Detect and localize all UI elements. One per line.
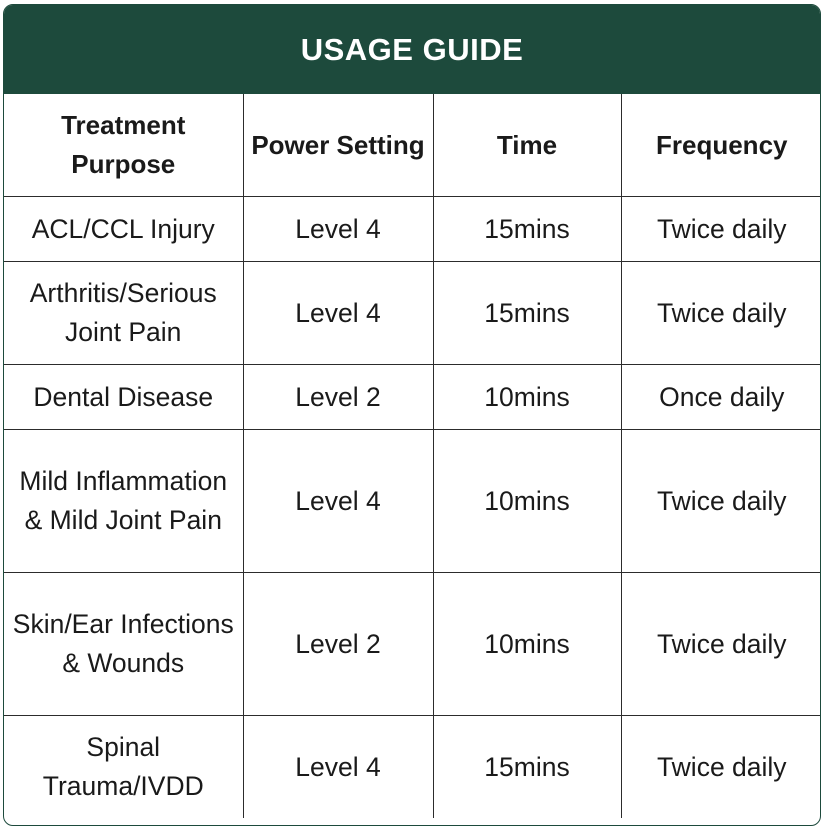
cell-power-setting: Level 2: [243, 573, 433, 716]
table-row: [4, 430, 821, 573]
cell-time: 15mins: [433, 716, 621, 819]
cell-treatment-purpose: Mild Inflammation & Mild Joint Pain: [4, 430, 243, 573]
cell-power-setting: Level 4: [243, 716, 433, 819]
cell-treatment-purpose: Skin/Ear Infections & Wounds: [4, 573, 243, 716]
cell-frequency: Twice daily: [621, 262, 821, 365]
table-row: [4, 197, 821, 262]
cell-frequency: Twice daily: [621, 716, 821, 819]
table-row: [4, 716, 821, 819]
table-row: [4, 262, 821, 365]
cell-time: 10mins: [433, 573, 621, 716]
header-time: Time: [433, 94, 621, 197]
cell-frequency: Twice daily: [621, 197, 821, 262]
cell-treatment-purpose: Spinal Trauma/IVDD: [4, 716, 243, 819]
cell-power-setting: Level 4: [243, 262, 433, 365]
cell-time: 15mins: [433, 197, 621, 262]
cell-time: 10mins: [433, 430, 621, 573]
header-frequency: Frequency: [621, 94, 821, 197]
table-row: [4, 573, 821, 716]
header-power-setting: Power Setting: [243, 94, 433, 197]
cell-time: 15mins: [433, 262, 621, 365]
cell-treatment-purpose: Arthritis/Serious Joint Pain: [4, 262, 243, 365]
cell-frequency: Once daily: [621, 365, 821, 430]
table-header-row: [4, 94, 821, 197]
cell-time: 10mins: [433, 365, 621, 430]
header-treatment-purpose: Treatment Purpose: [4, 94, 243, 197]
cell-power-setting: Level 2: [243, 365, 433, 430]
cell-power-setting: Level 4: [243, 430, 433, 573]
cell-power-setting: Level 4: [243, 197, 433, 262]
guide-title: USAGE GUIDE: [4, 5, 820, 94]
cell-frequency: Twice daily: [621, 573, 821, 716]
usage-table: [4, 94, 821, 818]
usage-guide-card: [3, 4, 821, 826]
table-row: [4, 365, 821, 430]
cell-treatment-purpose: ACL/CCL Injury: [4, 197, 243, 262]
cell-frequency: Twice daily: [621, 430, 821, 573]
cell-treatment-purpose: Dental Disease: [4, 365, 243, 430]
